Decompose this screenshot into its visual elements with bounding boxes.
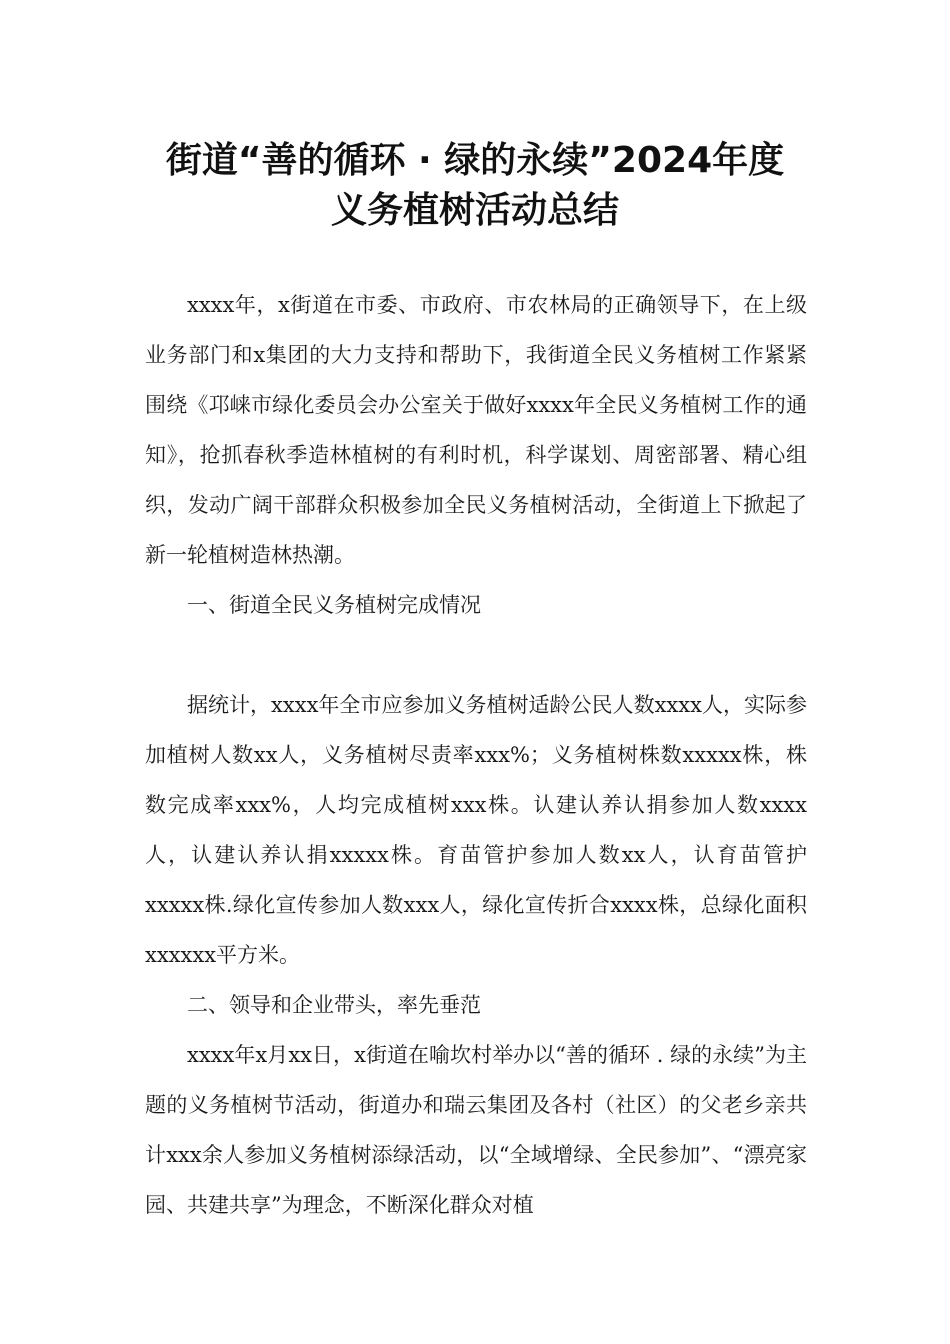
document-title-line-2: 义务植树活动总结 xyxy=(330,190,619,231)
section-heading-1: 一、街道全民义务植树完成情况 xyxy=(187,593,481,617)
document-title-line-1: 街道“善的循环 · 绿的永续”2024年度 xyxy=(165,140,785,181)
paragraph-event: xxxx年x月xx日，x街道在喻坎村举办以“善的循环 . 绿的永续”为主题的义务植树节活动，街道办和瑞云集团及各村（社区）的父老乡亲共计xxx余人参加义务植树添绿活动，以“全域增绿、全民参加”、“漂亮家园、共建共享”为理念，不断深化群众对植 xyxy=(145,1043,807,1217)
paragraph-intro: xxxx年，x街道在市委、市政府、市农林局的正确领导下，在上级业务部门和x集团的大力支持和帮助下，我街道全民义务植树工作紧紧围绕《邛崃市绿化委员会办公室关于做好xxxx年全民义务植树工作的通知》，抢抓春秋季造林植树的有利时机，科学谋划、周密部署、精心组织，发动广阔干部群众积极参加全民义务植树活动，全街道上下掀起了新一轮植树造林热潮。 xyxy=(145,293,807,567)
document-body xyxy=(145,280,807,1230)
paragraph-statistics: 据统计，xxxx年全市应参加义务植树适龄公民人数xxxx人，实际参加植树人数xx人，义务植树尽责率xxx%；义务植树株数xxxxx株，株数完成率xxx%，人均完成植树xxx株。认建认养认捐参加人数xxxx人，认建认养认捐xxxxx株。育苗管护参加人数xx人，认育苗管护xxxxx株.绿化宣传参加人数xxx人，绿化宣传折合xxxx株，总绿化面积xxxxxx平方米。 xyxy=(145,693,807,967)
section-heading-2: 二、领导和企业带头，率先垂范 xyxy=(187,993,481,1017)
